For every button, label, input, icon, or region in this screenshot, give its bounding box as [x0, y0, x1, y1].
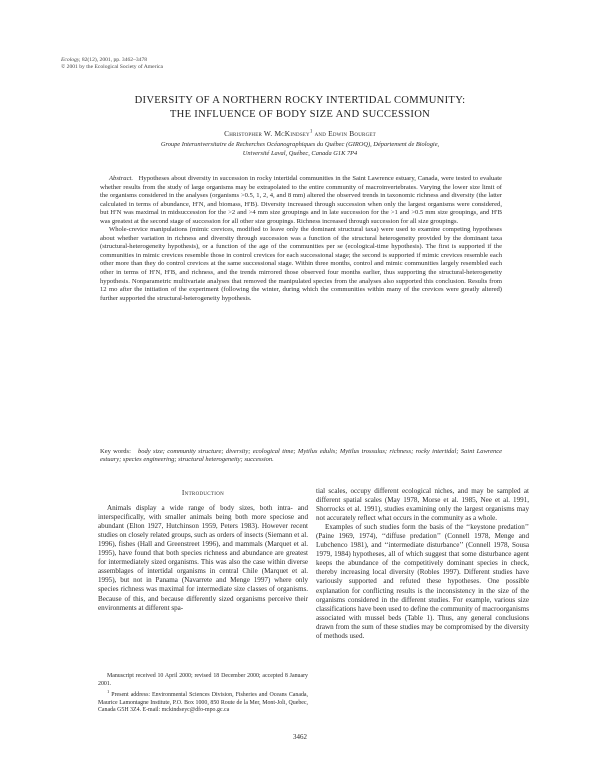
keywords	[100, 448, 502, 465]
citation-line-1	[61, 57, 163, 64]
title-line-2: THE INFLUENCE OF BODY SIZE AND SUCCESSION	[169, 109, 431, 120]
abstract-paragraph-1	[100, 175, 502, 226]
author-footnote-marker: 1	[309, 129, 313, 135]
intro-paragraph-1-continued: tial scales, occupy different ecological niches, and may be sampled at different spatial scales (May 1978, Morse et al. 1985, Nee et al. 1991, Shorrocks et al. 1991), studies examining only the largest organisms may not accurately reflect what occurs in the community as a whole.	[316, 487, 529, 523]
footnote	[98, 673, 308, 715]
footnote-address: Present address: Environmental Sciences Division, Fisheries and Oceans Canada, Maurice Lamontagne Institute, P.O. Box 1000, 850 Route de la Mer, Mont-Joli, Quebec, Canada G5H 3Z4. E-mail: mckindseyc@dfo-mpo.gc.ca	[98, 692, 308, 714]
author-connector: and	[312, 129, 329, 138]
abstract	[100, 175, 502, 303]
author-2: Edwin Bourget	[328, 129, 376, 138]
abstract-paragraph-2: Whole-crevice manipulations (mimic crevices, modified to leave only the dominant structural taxa) were used to examine competing hypotheses about whether variation in richness and diversity through succession was a function of the structural heterogeneity provided by the dominant taxa (structural-heterogeneity hypothesis), or a function of the age of the communities per se (ecological-time hypothesis). The first is supported if the communities in mimic crevices resemble those in control crevices for each successional stage; the second is supported if mimic crevices resemble each other more than they do control crevices at the same successional stage. Within three months, control and mimic communities largely resembled each other in terms of H′N, H′B, and richness, and the trends mirrored those observed four months earlier, thus supporting the structural-heterogeneity hypothesis. Nonparametric multivariate analyses that removed the manipulated species from the analyses also supported this conclusion. Results from 12 mo after the initiation of the experiment (following the winter, during which the communities within many of the crevices were greatly altered) further supported the structural-heterogeneity hypothesis.	[100, 226, 502, 302]
volume-pages: 82(12), 2001, pp. 3462–3478	[80, 57, 148, 63]
copyright-line: © 2001 by the Ecological Society of America	[61, 64, 163, 70]
intro-paragraph-2: Examples of such studies form the basis of the ‘‘keystone predation’’ (Paine 1969, 1974), ‘‘diffuse predation’’ (Connell 1978, Menge and Lubchenco 1981), and ‘‘intermediate disturbance’’ (Connell 1978, Sousa 1979, 1984) hypotheses, all of which suggest that some disturbance agent keeps the abundance of the competitively dominant species in check, thereby increasing local diversity (Robles 1997). Different studies have variously supported and refuted these hypotheses. One possible explanation for conflicting results is the inconsistency in the size of the organisms considered in the different studies. For example, various size classifications have been used to define the community of macroorganisms associated with mussel beds (Table 1). Thus, any general conclusions drawn from the sum of these studies may be compromised by the diversity of methods used.	[316, 523, 529, 640]
right-column	[316, 487, 529, 641]
section-heading-introduction: Introduction	[181, 488, 225, 497]
abstract-label: Abstract.	[109, 175, 133, 182]
affiliation	[100, 141, 500, 158]
affiliation-line-2: Université Laval, Québec, Canada G1K 7P4	[242, 149, 358, 157]
intro-paragraph-1: Animals display a wide range of body sizes, both intra- and interspecifically, with smaller animals being both more speciose and abundant (Elton 1927, Hutchinson 1959, Peters 1983). However recent studies on closely related groups, such as orders of insects (Siemann et al. 1996), fishes (Hall and Greenstreet 1996), and mammals (Marquet et al. 1995), have found that both species richness and abundance are greatest for intermediately sized organisms. This was also the case within diverse assemblages of intertidal organisms in central Chile (Marquet et al. 1995), but not in Panama (Navarrete and Menge 1997) where only species richness was maximal for intermediate size classes of organisms. Because of this, and because differently sized organisms perceive their environments at different spa-	[98, 504, 308, 612]
citation-block	[61, 57, 163, 71]
abstract-text-1: Hypotheses about diversity in succession in rocky intertidal communities in the Saint Lawrence estuary, Canada, were tested to evaluate whether results from the study of large organisms may be extrapolated to the entire community of macroinvertebrates. Varying the lower size limit of the organisms considered in the analyses (organisms >0.5, 1, 2, 4, and 8 mm) altered the observed trends in taxonomic richness and diversity (the latter calculated in terms of abundance, H′N, and biomass, H′B). Diversity increased through succession when only the largest organisms were considered, but H′N was maximal in midsuccession for the >2 and >4 mm size groupings and in late succession for the >1 and >0.5 mm size groupings, and H′B was greatest at the second stage of succession for all other size groupings. Richness increased through succession for all size groupings.	[100, 175, 502, 225]
footnote-address-paragraph	[98, 688, 308, 715]
keywords-label: Key words:	[100, 448, 131, 455]
keywords-text: body size; community structure; diversity; ecological time; Mytilus edulis; Mytilus trossulus; richness; rocky intertidal; Saint Lawrence estuary; species engineering; structural heterogeneity; succession.	[100, 448, 502, 464]
journal-name: Ecology,	[61, 57, 81, 63]
title-line-1: DIVERSITY OF A NORTHERN ROCKY INTERTIDAL COMMUNITY:	[134, 95, 466, 106]
author-1: Christopher W. McKindsey	[224, 129, 310, 138]
author-line	[60, 129, 540, 138]
footnote-received: Manuscript received 10 April 2000; revised 18 December 2000; accepted 8 January 2001.	[98, 673, 308, 687]
article-title	[60, 94, 540, 122]
left-column	[98, 488, 308, 613]
affiliation-line-1: Groupe Interuniversitaire de Recherches Océanographiques du Québec (GIROQ), Département de Biologie,	[160, 141, 440, 148]
page-number: 3462	[293, 733, 307, 741]
footnote-marker: 1	[107, 689, 110, 695]
